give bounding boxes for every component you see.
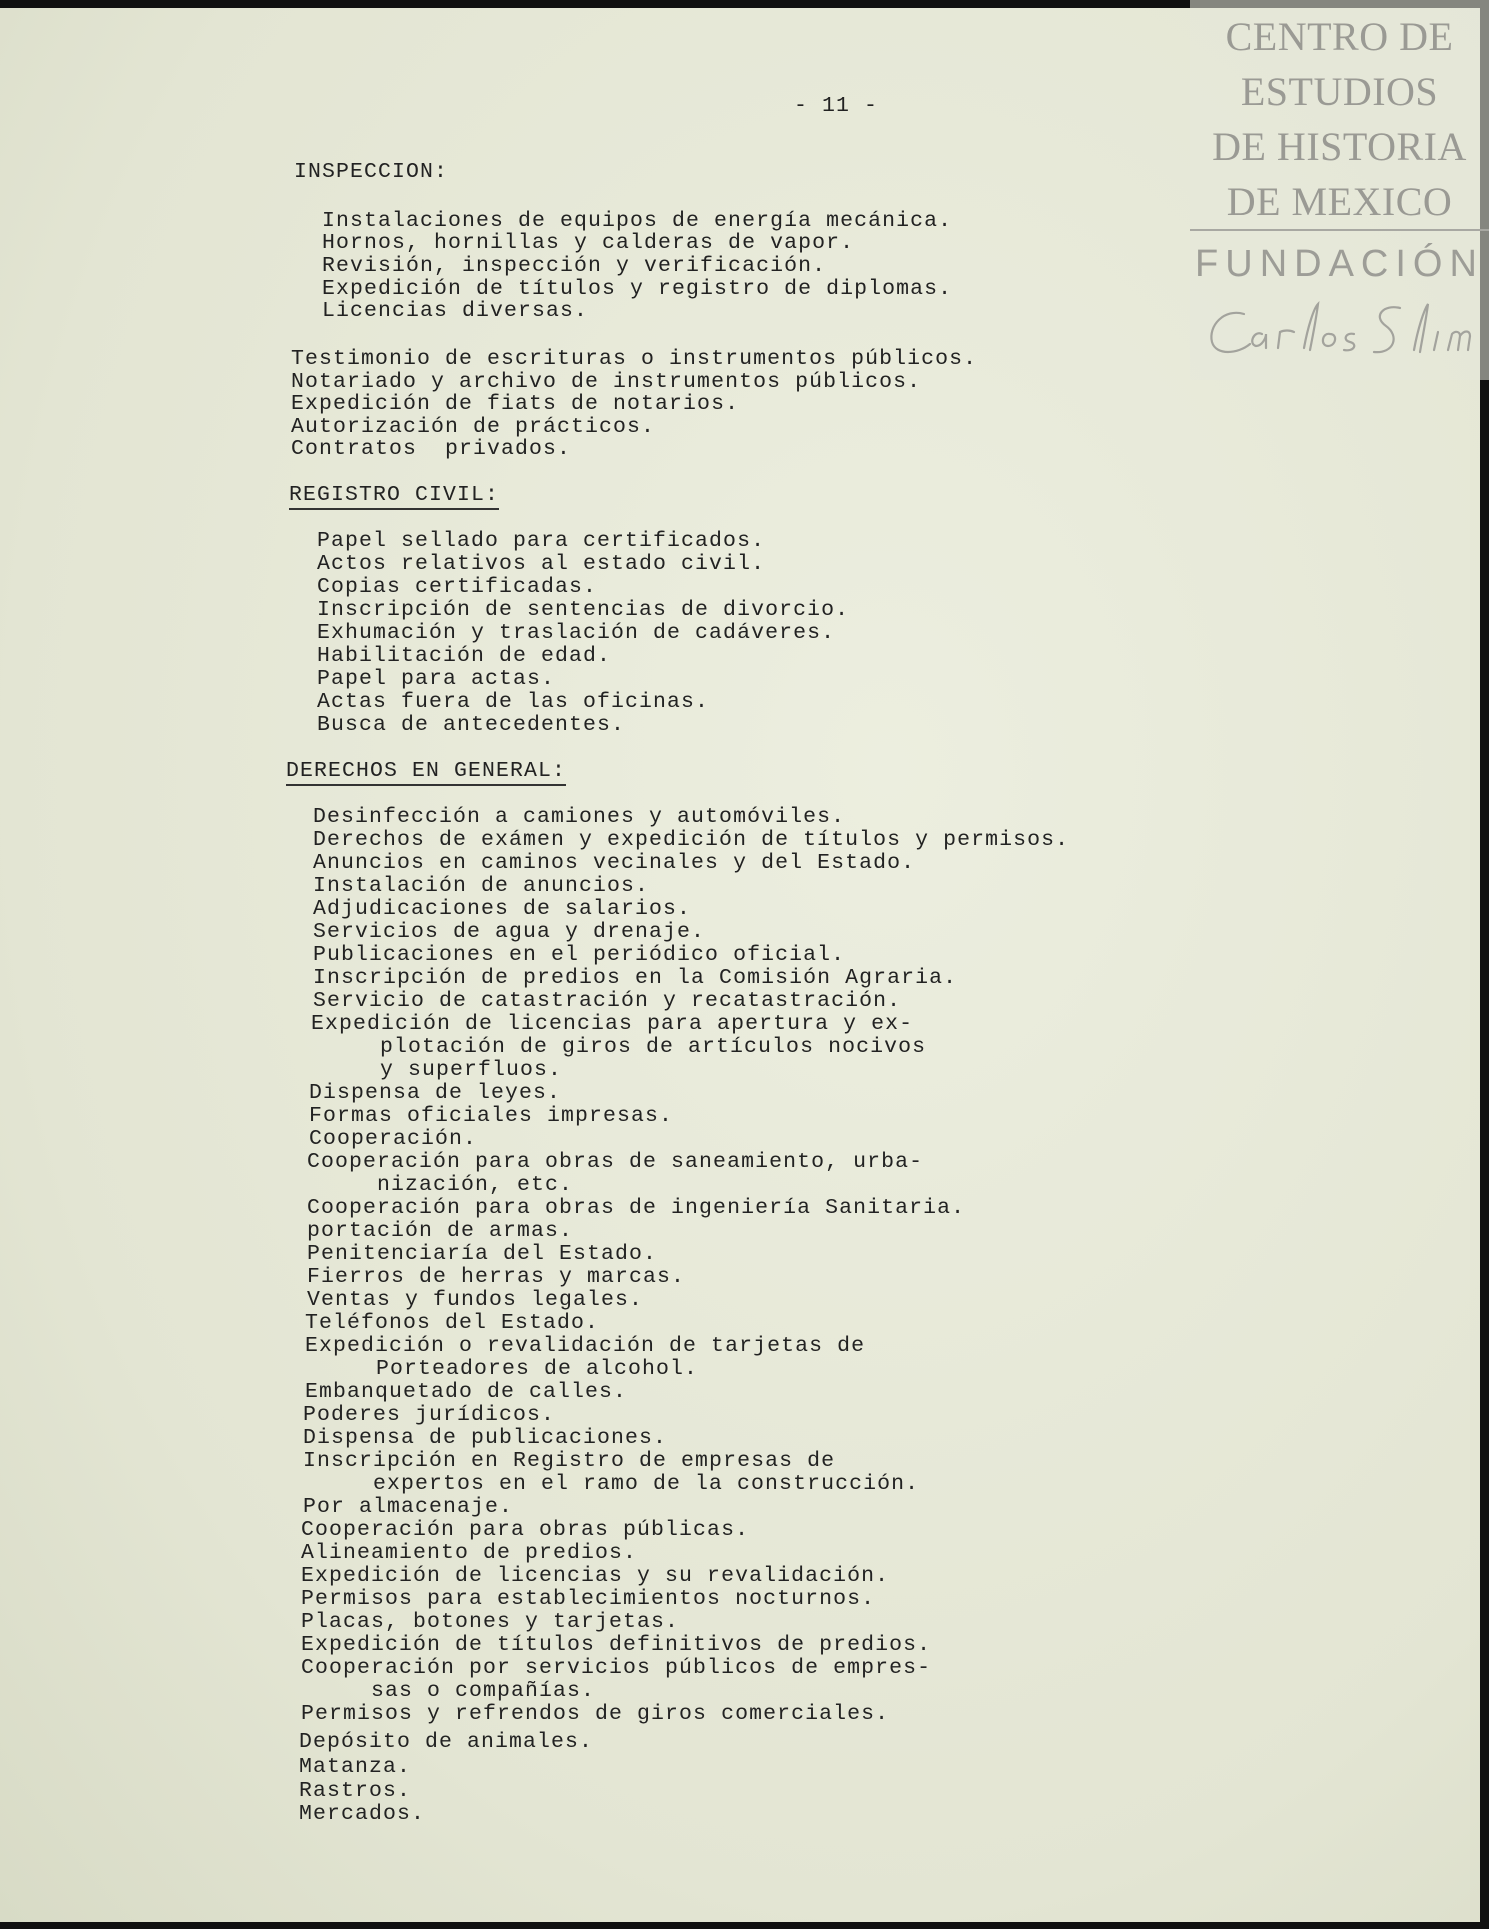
list-item: Inscripción de predios en la Comisión Agraria. <box>313 966 958 990</box>
list-item: Notariado y archivo de instrumentos públicos. <box>291 370 922 394</box>
list-item: Derechos de exámen y expedición de títulos y permisos. <box>313 828 1070 852</box>
list-item: Dispensa de leyes. <box>309 1081 562 1105</box>
list-item: Expedición de licencias y su revalidación. <box>301 1564 890 1588</box>
list-item-continuation: nización, etc. <box>377 1173 574 1197</box>
list-item: Busca de antecedentes. <box>317 713 626 737</box>
list-item: Expedición de títulos definitivos de predios. <box>301 1633 932 1657</box>
list-item: Autorización de prácticos. <box>291 415 656 439</box>
watermark-fundacion: FUNDACIÓN <box>1195 243 1484 285</box>
list-item: Cooperación por servicios públicos de empres- <box>301 1656 932 1680</box>
watermark-line: DE HISTORIA <box>1212 124 1467 169</box>
list-item: Cooperación para obras de ingeniería Sanitaria. <box>307 1196 966 1220</box>
list-item: Papel sellado para certificados. <box>317 529 766 553</box>
list-item: Teléfonos del Estado. <box>305 1311 600 1335</box>
list-item: Penitenciaría del Estado. <box>307 1242 658 1266</box>
list-item: Inscripción de sentencias de divorcio. <box>317 598 850 622</box>
list-item: Revisión, inspección y verificación. <box>322 254 827 278</box>
list-item: portación de armas. <box>307 1219 574 1243</box>
list-item: Fierros de herras y marcas. <box>307 1265 686 1289</box>
list-item: Placas, botones y tarjetas. <box>301 1610 680 1634</box>
list-item: Contratos privados. <box>291 437 572 461</box>
list-item: Instalaciones de equipos de energía mecánica. <box>322 209 953 233</box>
list-item: Embanquetado de calles. <box>305 1380 628 1404</box>
list-item: Ventas y fundos legales. <box>307 1288 644 1312</box>
signature-logo <box>1204 296 1479 366</box>
watermark-line: CENTRO DE <box>1225 14 1454 59</box>
watermark-line: DE MEXICO <box>1226 179 1453 224</box>
list-item-continuation: expertos en el ramo de la construcción. <box>373 1472 920 1496</box>
scan-border-bottom <box>0 1922 1489 1929</box>
list-item: Dispensa de publicaciones. <box>303 1426 668 1450</box>
list-item: Desinfección a camiones y automóviles. <box>313 805 846 829</box>
list-item: Cooperación para obras de saneamiento, urba- <box>307 1150 924 1174</box>
page-number: - 11 - <box>794 94 879 118</box>
list-item: Testimonio de escrituras o instrumentos públicos. <box>291 347 978 371</box>
list-item: Cooperación para obras públicas. <box>301 1518 750 1542</box>
list-item: Expedición de fiats de notarios. <box>291 392 740 416</box>
list-item: Expedición de licencias para apertura y ex- <box>311 1012 914 1036</box>
list-item: Alineamiento de predios. <box>301 1541 638 1565</box>
list-item: Publicaciones en el periódico oficial. <box>313 943 846 967</box>
list-item: Depósito de animales. <box>299 1730 594 1754</box>
list-item: Copias certificadas. <box>317 575 598 599</box>
list-item: Anuncios en caminos vecinales y del Estado. <box>313 851 916 875</box>
list-item: Instalación de anuncios. <box>313 874 650 898</box>
watermark-divider <box>1190 229 1489 231</box>
list-item: Licencias diversas. <box>322 299 589 323</box>
list-item: Servicio de catastración y recatastración. <box>313 989 902 1013</box>
watermark-line: ESTUDIOS <box>1240 69 1439 114</box>
list-item: Papel para actas. <box>317 667 556 691</box>
list-item: Habilitación de edad. <box>317 644 612 668</box>
list-item: Servicios de agua y drenaje. <box>313 920 706 944</box>
list-item: Cooperación. <box>309 1127 478 1151</box>
archive-watermark <box>1190 0 1489 380</box>
list-item: Matanza. <box>299 1755 412 1779</box>
list-item: Adjudicaciones de salarios. <box>313 897 692 921</box>
list-item: Rastros. <box>299 1779 412 1803</box>
list-item: Exhumación y traslación de cadáveres. <box>317 621 836 645</box>
list-item: Expedición o revalidación de tarjetas de <box>305 1334 866 1358</box>
list-item: Por almacenaje. <box>303 1495 514 1519</box>
list-item-continuation: Porteadores de alcohol. <box>376 1357 699 1381</box>
list-item: Permisos para establecimientos nocturnos. <box>301 1587 876 1611</box>
list-item: Inscripción en Registro de empresas de <box>303 1449 836 1473</box>
section-heading-registro-civil: REGISTRO CIVIL: <box>289 484 499 510</box>
section-heading-inspeccion: INSPECCION: <box>294 160 449 184</box>
list-item: Hornos, hornillas y calderas de vapor. <box>322 231 855 255</box>
list-item-continuation: y superfluos. <box>380 1058 563 1082</box>
list-item: Actos relativos al estado civil. <box>317 552 766 576</box>
list-item-continuation: plotación de giros de artículos nocivos <box>380 1035 927 1059</box>
list-item: Expedición de títulos y registro de diplomas. <box>322 277 953 301</box>
list-item: Actas fuera de las oficinas. <box>317 690 710 714</box>
section-heading-derechos-en-general: DERECHOS EN GENERAL: <box>286 760 566 786</box>
list-item: Poderes jurídicos. <box>303 1403 556 1427</box>
list-item: Permisos y refrendos de giros comerciales. <box>301 1702 890 1726</box>
list-item: Formas oficiales impresas. <box>309 1104 674 1128</box>
list-item: Mercados. <box>299 1802 426 1826</box>
list-item-continuation: sas o compañías. <box>371 1679 596 1703</box>
